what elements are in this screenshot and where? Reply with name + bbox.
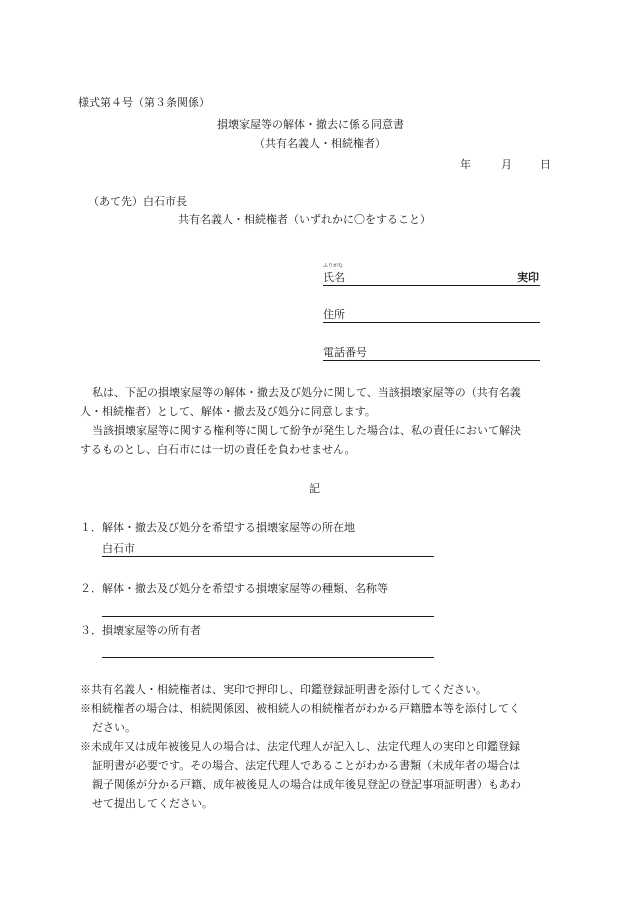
note-2-line2: ださい。 xyxy=(92,721,136,734)
seal-label: 実印 xyxy=(517,271,539,284)
phone-label: 電話番号 xyxy=(323,346,367,359)
paragraph2-line2: するものとし、白石市には一切の責任を負わせません。 xyxy=(80,443,356,456)
item-2-field[interactable] xyxy=(102,616,434,617)
name-ruby: ふりがな xyxy=(323,263,344,269)
phone-field[interactable] xyxy=(323,360,540,361)
addressee: （あて先）白石市長 xyxy=(88,195,187,208)
date-month: 月 xyxy=(501,158,512,171)
paragraph1-line1: 私は、下記の損壊家屋等の解体・撤去及び処分に関して、当該損壊家屋等の（共有名義 xyxy=(92,386,521,399)
item-1-label: １．解体・撤去及び処分を希望する損壊家屋等の所在地 xyxy=(80,521,355,534)
address-field[interactable] xyxy=(323,322,540,323)
document-subtitle: （共有名義人・相続権者） xyxy=(254,137,386,150)
document-title: 損壊家屋等の解体・撤去に係る同意書 xyxy=(217,118,404,131)
form-number: 様式第４号（第３条関係） xyxy=(78,96,210,109)
name-field[interactable] xyxy=(323,285,540,286)
name-label: 氏名 xyxy=(323,271,345,284)
item-1-value: 白石市 xyxy=(102,542,135,555)
date-day: 日 xyxy=(540,158,551,171)
address-label: 住所 xyxy=(323,308,345,321)
item-3-field[interactable] xyxy=(102,657,434,658)
record-heading: 記 xyxy=(309,482,320,495)
note-1: ※共有名義人・相続権者は、実印で押印し、印鑑登録証明書を添付してください。 xyxy=(80,683,487,696)
note-3-line3: 親子関係が分かる戸籍、成年被後見人の場合は成年後見登記の登記事項証明書）もあわ xyxy=(92,778,521,791)
date-year: 年 xyxy=(460,158,471,171)
note-3-line4: せて提出してください。 xyxy=(92,797,213,810)
role-note: 共有名義人・相続権者（いずれかに〇をすること） xyxy=(178,213,431,226)
paragraph1-line2: 人・相続権者）として、解体・撤去及び処分に同意します。 xyxy=(80,405,376,418)
note-3-line2: 証明書が必要です。その場合、法定代理人であることがわかる書類（未成年者の場合は xyxy=(92,759,521,772)
item-3-label: ３．損壊家屋等の所有者 xyxy=(80,624,201,637)
paragraph2-line1: 当該損壊家屋等に関する権利等に関して紛争が発生した場合は、私の責任において解決 xyxy=(92,424,521,437)
note-2-line1: ※相続権者の場合は、相続関係図、被相続人の相続権者がわかる戸籍謄本等を添付してく xyxy=(80,702,520,715)
note-3-line1: ※未成年又は成年被後見人の場合は、法定代理人が記入し、法定代理人の実印と印鑑登録 xyxy=(80,740,520,753)
item-2-label: ２．解体・撤去及び処分を希望する損壊家屋等の種類、名称等 xyxy=(80,582,388,595)
item-1-field[interactable] xyxy=(102,556,434,557)
